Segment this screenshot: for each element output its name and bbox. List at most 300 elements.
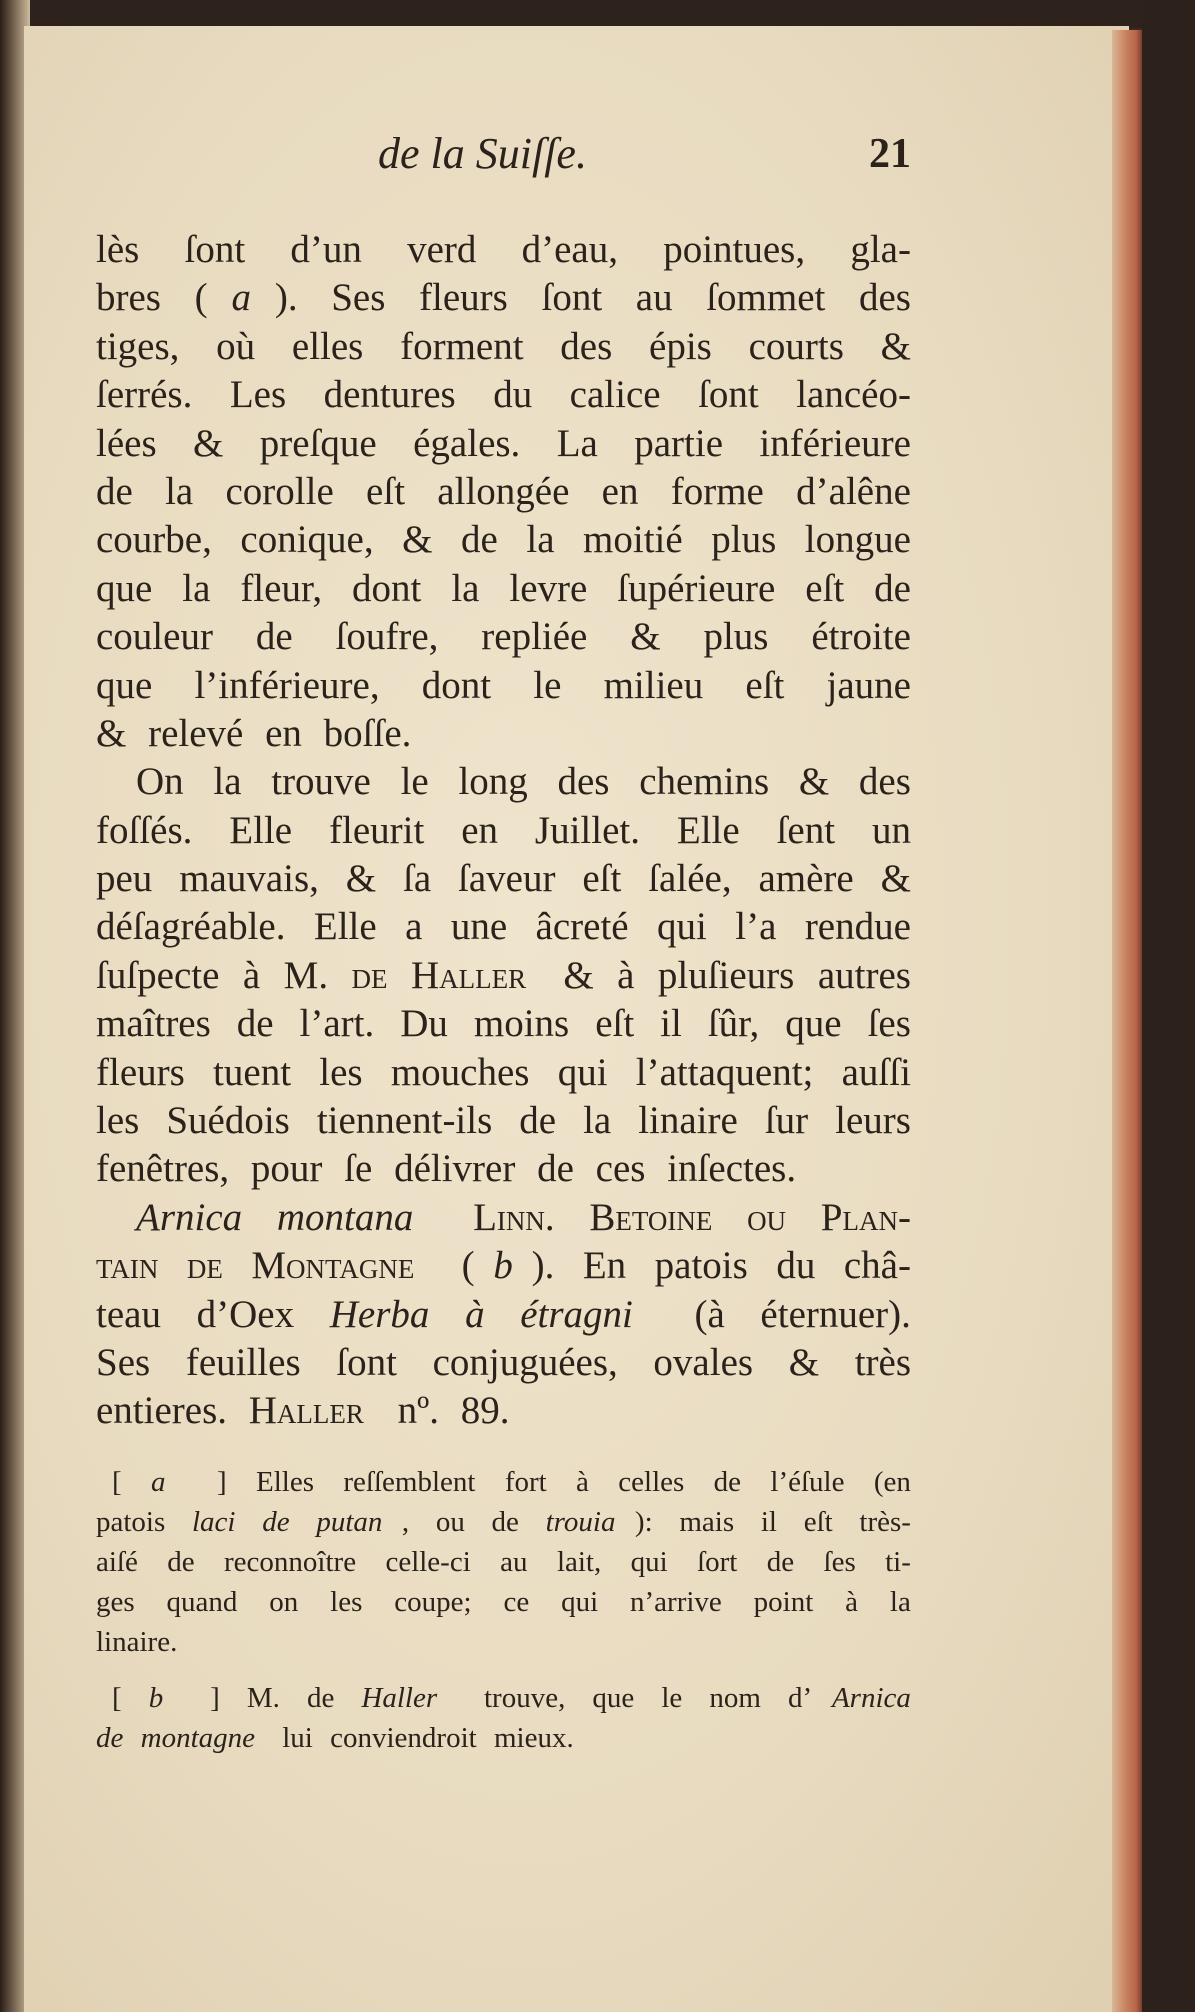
text-segment: Ses (96, 1340, 160, 1384)
text-segment: très- (859, 1506, 911, 1538)
text-segment: de (713, 1466, 749, 1498)
text-segment: autres (817, 953, 911, 997)
text-segment: & (798, 760, 839, 804)
text-segment: en (265, 711, 312, 755)
text-segment: foſſés. (96, 808, 203, 852)
text-segment: le (400, 760, 439, 804)
text-segment: eſt (595, 1002, 644, 1046)
text-segment: ſes (823, 1546, 863, 1578)
running-title: de la Suiſſe. (378, 129, 587, 178)
text-segment: levre (509, 566, 598, 610)
text-segment: eſt (803, 1506, 840, 1538)
text-segment: Elle (313, 905, 387, 949)
text-segment: ti- (885, 1546, 911, 1578)
footnote-line (96, 1678, 911, 1718)
text-segment: [ (112, 1466, 129, 1498)
text-segment: ): (634, 1506, 660, 1538)
text-segment: mauvais, (179, 857, 329, 901)
text-segment: ges (96, 1586, 142, 1618)
text-segment: tuent (213, 1050, 301, 1094)
text-segment: ſont (541, 276, 612, 320)
text-segment: calice (569, 373, 671, 417)
text-segment: où (216, 324, 265, 368)
text-segment: corolle (225, 469, 344, 513)
text-segment: a (151, 1466, 166, 1498)
text-segment: trouia (545, 1506, 616, 1538)
text-segment: épis (649, 324, 722, 368)
text-segment: long (458, 760, 538, 804)
text-segment: plus (711, 518, 786, 562)
text-segment: au (500, 1546, 535, 1578)
text-segment: eſt (745, 663, 795, 707)
text-line (96, 1145, 911, 1193)
text-segment: couleur (96, 615, 223, 659)
text-segment: les (330, 1586, 370, 1618)
text-segment: On (136, 760, 194, 804)
text-segment: repliée (481, 615, 598, 659)
text-segment: b (493, 1244, 513, 1288)
text-segment: pointues, (663, 228, 815, 271)
text-segment: ces (595, 1147, 656, 1191)
text-segment: en (601, 469, 649, 513)
text-segment: à (617, 953, 645, 997)
text-segment: mais (679, 1506, 742, 1538)
text-segment: qui (657, 905, 717, 949)
footnote-line (96, 1502, 911, 1542)
text-segment: fort (504, 1466, 554, 1498)
text-segment: à (242, 953, 270, 997)
text-line (96, 371, 911, 419)
text-segment: la (182, 566, 221, 610)
text-segment: feuilles (185, 1340, 311, 1384)
text-segment: Elle (229, 808, 302, 852)
text-segment: b (148, 1682, 164, 1714)
text-segment: Haller (411, 953, 527, 997)
text-line (96, 952, 911, 1000)
text-segment: des (560, 324, 623, 368)
text-segment: amère (758, 857, 864, 901)
text-segment: de (874, 566, 911, 610)
text-segment: une (450, 905, 517, 949)
scan-top-border (0, 0, 1195, 28)
text-segment: ſa (403, 857, 441, 901)
text-segment: que (785, 1002, 852, 1046)
text-segment: reſſemblent (343, 1466, 483, 1498)
text-segment: laci (192, 1506, 243, 1538)
text-segment: ſont (184, 228, 255, 271)
text-segment: a (405, 905, 433, 949)
text-segment: de (766, 1546, 802, 1578)
text-segment: à (576, 1466, 597, 1498)
text-segment: inſectes. (667, 1147, 797, 1191)
text-segment: de (262, 1506, 297, 1538)
text-segment: lait, (556, 1546, 609, 1578)
text-segment: trouve (271, 760, 381, 804)
text-segment: la (165, 469, 203, 513)
text-segment: fleur, (240, 566, 332, 610)
text-segment: ). (274, 276, 308, 320)
text-segment: point (753, 1586, 821, 1618)
text-segment: on (269, 1586, 306, 1618)
text-segment: qui (557, 1050, 618, 1094)
text-segment: ſe (344, 1147, 383, 1191)
text-segment: plus (703, 615, 779, 659)
text-segment: lées (96, 421, 167, 465)
text-segment: boſſe. (323, 711, 412, 755)
text-segment: de (519, 1099, 566, 1143)
text-segment: teau (96, 1292, 171, 1336)
text-segment: la (889, 1586, 911, 1618)
text-segment: 89. (460, 1389, 510, 1433)
text-segment: d’eau, (521, 228, 628, 271)
text-segment: Herba (329, 1292, 440, 1336)
text-line (96, 323, 911, 371)
text-segment: de (351, 953, 398, 997)
text-segment (188, 1462, 195, 1502)
text-segment: que (592, 1682, 642, 1714)
text-segment: égales. (413, 421, 531, 465)
text-segment: un (871, 808, 911, 852)
footnote-line (96, 1582, 911, 1622)
text-segment: l’a (735, 905, 787, 949)
text-segment: celle-ci (385, 1546, 479, 1578)
text-segment: tain (96, 1244, 169, 1288)
text-segment: auſſi (841, 1050, 911, 1094)
text-segment: ſalée, (648, 857, 742, 901)
page-header (96, 128, 911, 188)
text-segment: Juillet. (534, 808, 650, 852)
text-segment: Elles (256, 1466, 322, 1498)
text-segment: de (461, 518, 508, 562)
text-segment: de (167, 1546, 202, 1578)
text-segment: le (661, 1682, 690, 1714)
text-segment: Betoine (589, 1195, 723, 1239)
text-segment: châ- (843, 1244, 911, 1288)
text-segment (183, 1678, 190, 1718)
text-segment: a (231, 276, 251, 320)
text-segment: M. (283, 953, 338, 997)
footnote-line (96, 1718, 911, 1758)
text-segment: gla- (850, 228, 911, 271)
text-line (96, 420, 911, 468)
text-segment: [ (112, 1682, 129, 1714)
text-segment: quand (166, 1586, 245, 1618)
text-segment: lancéo- (796, 373, 911, 417)
text-segment: dentures (323, 373, 466, 417)
text-segment: milieu (603, 663, 713, 707)
text-segment: n’arrive (630, 1586, 730, 1618)
text-segment: bres (96, 276, 171, 320)
text-segment: reconnoître (224, 1546, 364, 1578)
text-line (96, 1097, 911, 1145)
footnote-line (96, 1462, 911, 1502)
text-segment: coupe; (394, 1586, 479, 1618)
text-segment: ſort (697, 1546, 745, 1578)
text-segment: entieres. (96, 1389, 237, 1433)
text-segment: à (845, 1586, 866, 1618)
text-segment: forme (670, 469, 774, 513)
text-segment: leurs (835, 1099, 911, 1143)
text-segment (265, 1718, 272, 1758)
text-segment: des (859, 276, 911, 320)
text-segment: conviendroit (330, 1722, 484, 1754)
text-segment: ou (747, 1195, 796, 1239)
text-segment: la (451, 566, 490, 610)
text-segment: que (96, 663, 163, 707)
text-segment: , (401, 1506, 417, 1538)
text-line (96, 226, 911, 274)
text-segment: La (556, 421, 608, 465)
text-segment: de (96, 1722, 131, 1754)
text-segment: mieux. (493, 1722, 574, 1754)
text-segment: relevé (148, 711, 254, 755)
text-segment: de (491, 1506, 527, 1538)
text-segment: moitié (583, 518, 693, 562)
text-segment (659, 1291, 669, 1339)
text-segment: M. (246, 1682, 288, 1714)
text-segment: les (96, 1099, 150, 1143)
text-line (96, 1049, 911, 1097)
text-line (96, 1242, 911, 1290)
text-segment: peu (96, 857, 163, 901)
footnote-line (96, 1542, 911, 1582)
text-segment: & (788, 1340, 829, 1384)
text-segment: montagne (140, 1722, 255, 1754)
text-line (96, 274, 911, 322)
text-segment: d’un (290, 228, 372, 271)
text-segment: linaire. (96, 1626, 178, 1658)
text-segment: des (858, 760, 911, 804)
text-segment: au (635, 276, 683, 320)
text-segment: ſommet (706, 276, 836, 320)
text-segment: eſt (805, 566, 854, 610)
text-segment: nº. (397, 1389, 449, 1433)
text-segment: qui (630, 1546, 675, 1578)
text-segment: d’alêne (796, 469, 911, 513)
text-segment: âcreté (535, 905, 639, 949)
text-line (96, 710, 911, 758)
body-text (96, 226, 911, 1436)
text-segment: verd (407, 228, 487, 271)
text-segment: preſque (259, 421, 387, 465)
text-segment: courts (748, 324, 854, 368)
text-segment: pluſieurs (657, 953, 805, 997)
text-segment: de (186, 1244, 233, 1288)
text-segment: Plan- (820, 1195, 911, 1239)
text-segment: jaune (826, 663, 911, 707)
text-segment: ovales (653, 1340, 763, 1384)
text-segment: qui (561, 1586, 606, 1618)
text-segment: il (760, 1506, 785, 1538)
footnotes (96, 1462, 911, 1758)
text-segment: ] (210, 1682, 228, 1714)
text-segment: fleurs (419, 276, 518, 320)
text-segment: eſt (582, 857, 632, 901)
text-line (96, 1000, 911, 1048)
text-segment: la (583, 1099, 621, 1143)
text-segment: ſaveur (458, 857, 566, 901)
text-segment: la (526, 518, 565, 562)
text-segment (540, 952, 550, 1000)
text-segment: l’inférieure, (194, 663, 390, 707)
text-segment: & (193, 421, 234, 465)
text-line (96, 468, 911, 516)
text-segment: de (96, 469, 143, 513)
text-segment: ce (503, 1586, 537, 1618)
text-segment: eſt (366, 469, 415, 513)
text-segment: en (461, 808, 508, 852)
text-segment: allongée (437, 469, 580, 513)
text-segment: Arnica (831, 1682, 911, 1714)
text-segment: trouve, (483, 1682, 573, 1714)
text-segment: & (880, 324, 911, 368)
text-segment: Montagne (251, 1244, 415, 1288)
page-number: 21 (869, 131, 911, 177)
text-segment: Haller (248, 1389, 364, 1433)
text-segment: la (213, 760, 252, 804)
text-segment: l’éſule (770, 1466, 852, 1498)
text-segment: celles (618, 1466, 692, 1498)
text-segment: En (582, 1244, 636, 1288)
text-segment: ( (461, 1244, 475, 1288)
text-segment: putan (316, 1506, 383, 1538)
text-line (96, 516, 911, 564)
text-line (96, 662, 911, 710)
text-segment: pour (250, 1147, 333, 1191)
text-segment: l’attaquent; (635, 1050, 824, 1094)
text-segment: l’art. (299, 1002, 385, 1046)
scan-right-border (1142, 0, 1195, 2012)
text-segment: déſagréable. (96, 905, 296, 949)
text-segment: ſoufre, (335, 615, 449, 659)
text-segment: (en (873, 1466, 911, 1498)
text-line (96, 565, 911, 613)
text-segment (376, 1387, 386, 1435)
text-segment: Ses (331, 276, 396, 320)
text-segment: Haller (361, 1682, 438, 1714)
text-segment: lui (282, 1722, 321, 1754)
text-segment: de (537, 1147, 584, 1191)
text-segment: fleurs (96, 1050, 195, 1094)
text-segment: patois (96, 1506, 173, 1538)
text-segment: Du (400, 1002, 458, 1046)
text-segment: & (563, 953, 604, 997)
text-segment: tiennent-ils (316, 1099, 503, 1143)
text-segment: mouches (390, 1050, 540, 1094)
text-segment: & (345, 857, 386, 901)
text-segment: il (660, 1002, 692, 1046)
text-segment: des (557, 760, 620, 804)
text-segment: de (255, 615, 303, 659)
text-segment: fleurit (329, 808, 435, 852)
text-segment: d’ (787, 1682, 813, 1714)
text-segment: d’Oex (196, 1292, 304, 1336)
text-segment: patois (654, 1244, 758, 1288)
text-line (96, 855, 911, 903)
text-segment: du (493, 373, 542, 417)
text-segment: étragni (520, 1292, 633, 1336)
text-segment: partie (634, 421, 733, 465)
text-segment: ſes (867, 1002, 911, 1046)
text-segment: les (319, 1050, 373, 1094)
text-segment: Suédois (166, 1099, 300, 1143)
text-segment: de (236, 1002, 284, 1046)
text-segment: ſont (698, 373, 769, 417)
text-segment: ] (217, 1466, 234, 1498)
text-segment: ſur (764, 1099, 818, 1143)
text-segment: Les (229, 373, 296, 417)
text-segment: & (402, 518, 443, 562)
text-segment: délivrer (394, 1147, 526, 1191)
text-segment (457, 1678, 464, 1718)
text-segment: dont (421, 663, 501, 707)
text-segment (433, 1242, 443, 1290)
text-segment: & (630, 615, 671, 659)
text-segment: maîtres (96, 1002, 221, 1046)
text-line (96, 1291, 911, 1339)
text-segment: ſent (776, 808, 845, 852)
text-segment: ſont (336, 1340, 407, 1384)
text-segment: Arnica (136, 1195, 252, 1239)
text-segment: conique, (240, 518, 384, 562)
text-segment: ). (531, 1244, 565, 1288)
text-segment: très (854, 1340, 911, 1384)
text-segment: inférieure (759, 421, 911, 465)
text-segment: Linn. (473, 1195, 565, 1239)
text-segment: & (880, 857, 911, 901)
text-segment: ou (435, 1506, 473, 1538)
text-segment: aiſé (96, 1546, 146, 1578)
text-segment: fenêtres, (96, 1147, 239, 1191)
text-segment: linaire (638, 1099, 748, 1143)
text-segment: elles (291, 324, 374, 368)
text-segment: ( (194, 276, 208, 320)
text-segment: ſuſpecte (96, 953, 230, 997)
text-segment: Elle (676, 808, 750, 852)
text-segment: forment (400, 324, 534, 368)
text-segment: que (96, 566, 163, 610)
text-segment: éternuer). (760, 1292, 911, 1336)
text-segment: conjuguées, (432, 1340, 628, 1384)
text-segment: ſûr, (707, 1002, 770, 1046)
text-segment: du (776, 1244, 826, 1288)
text-line (96, 807, 911, 855)
text-segment: dont (352, 566, 432, 610)
footnote-line (96, 1622, 911, 1662)
text-segment: à (465, 1292, 495, 1336)
text-segment: courbe, (96, 518, 222, 562)
text-line (96, 758, 911, 806)
text-segment: chemins (639, 760, 779, 804)
text-segment: moins (473, 1002, 579, 1046)
text-segment: rendue (804, 905, 911, 949)
text-segment: (à (694, 1292, 735, 1336)
text-segment: étroite (811, 615, 911, 659)
text-segment: nom (709, 1682, 769, 1714)
text-segment: ſupérieure (617, 566, 786, 610)
text-line (96, 1339, 911, 1387)
text-segment: lès (96, 228, 150, 271)
text-line (96, 1194, 911, 1242)
text-segment: le (533, 663, 572, 707)
text-segment: longue (804, 518, 911, 562)
text-line (96, 903, 911, 951)
text-line (96, 613, 911, 661)
text-segment: de (306, 1682, 342, 1714)
text-segment: ſerrés. (96, 373, 203, 417)
text-segment: montana (276, 1195, 414, 1239)
text-segment: tiges, (96, 324, 190, 368)
